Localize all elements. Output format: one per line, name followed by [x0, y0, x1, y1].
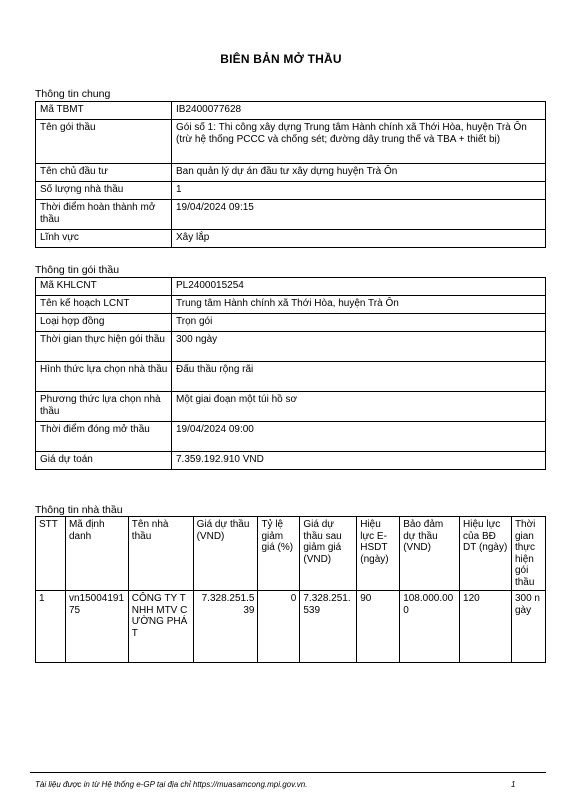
info-label: Lĩnh vực [36, 230, 172, 248]
table-row [36, 591, 546, 663]
column-header: Giá dự thầu (VND) [193, 517, 258, 591]
package-info-table [35, 277, 546, 470]
info-label: Tên chủ đầu tư [36, 164, 172, 182]
column-header: Hiệu lực của BĐ DT (ngày) [460, 517, 512, 591]
info-row [36, 296, 546, 314]
info-value: Trọn gói [172, 314, 546, 332]
info-value: Một giai đoạn một túi hồ sơ [172, 392, 546, 422]
info-row [36, 422, 546, 452]
info-row [36, 452, 546, 470]
document-title: BIÊN BẢN MỞ THẦU [220, 52, 342, 66]
info-row [36, 164, 546, 182]
column-header: Mã định danh [65, 517, 128, 591]
info-row [36, 102, 546, 120]
info-label: Thời gian thực hiện gói thầu [36, 332, 172, 362]
table-cell: 120 [460, 591, 512, 663]
table-cell: 108.000.000 [400, 591, 460, 663]
info-value: Xây lắp [172, 230, 546, 248]
info-row [36, 182, 546, 200]
column-header: STT [36, 517, 66, 591]
table-cell: 7.328.251.539 [300, 591, 357, 663]
info-row [36, 362, 546, 392]
column-header: Hiệu lực E-HSDT (ngày) [357, 517, 400, 591]
table-cell: 7.328.251.539 [193, 591, 258, 663]
info-label: Thời điểm đóng mở thầu [36, 422, 172, 452]
table-cell: CÔNG TY TNHH MTV CƯỜNG PHÁT [128, 591, 193, 663]
info-value: Ban quản lý dự án đầu tư xây dựng huyện Trà Ôn [172, 164, 546, 182]
footer-note: Tài liệu được in từ Hệ thống e-GP tại địa chỉ https://muasamcong.mpi.gov.vn. [35, 780, 308, 789]
info-label: Số lượng nhà thầu [36, 182, 172, 200]
info-row [36, 200, 546, 230]
info-row [36, 392, 546, 422]
page-number: 1 [511, 780, 516, 789]
bidder-info-table [35, 516, 546, 663]
info-value: Đấu thầu rộng rãi [172, 362, 546, 392]
info-value: 7.359.192.910 VND [172, 452, 546, 470]
info-value: Gói số 1: Thi công xây dựng Trung tâm Hành chính xã Thới Hòa, huyện Trà Ôn (trừ hệ thống PCCC và chống sét; đường dây trung thế và TBA + thiết bị) [172, 120, 546, 164]
table-cell: 300 ngày [511, 591, 545, 663]
column-header: Bảo đảm dự thầu (VND) [400, 517, 460, 591]
info-value: 19/04/2024 09:15 [172, 200, 546, 230]
column-header: Tỷ lệ giảm giá (%) [258, 517, 300, 591]
info-row [36, 332, 546, 362]
info-row [36, 230, 546, 248]
info-value: Trung tâm Hành chính xã Thới Hòa, huyện Trà Ôn [172, 296, 546, 314]
info-value: IB2400077628 [172, 102, 546, 120]
info-label: Giá dự toán [36, 452, 172, 470]
table-cell: 1 [36, 591, 66, 663]
info-row [36, 314, 546, 332]
info-value: 19/04/2024 09:00 [172, 422, 546, 452]
footer-divider [30, 772, 546, 773]
info-label: Loại hợp đồng [36, 314, 172, 332]
info-label: Thời điểm hoàn thành mở thầu [36, 200, 172, 230]
info-value: PL2400015254 [172, 278, 546, 296]
table-cell: vn1500419175 [65, 591, 128, 663]
info-value: 300 ngày [172, 332, 546, 362]
bidder-table-header [36, 517, 546, 591]
bidder-info-heading: Thông tin nhà thầu [35, 504, 123, 516]
column-header: Thời gian thực hiện gói thầu [511, 517, 545, 591]
info-label: Hình thức lựa chọn nhà thầu [36, 362, 172, 392]
package-info-heading: Thông tin gói thầu [35, 264, 120, 276]
info-label: Tên kế hoạch LCNT [36, 296, 172, 314]
info-label: Mã KHLCNT [36, 278, 172, 296]
info-value: 1 [172, 182, 546, 200]
table-cell: 90 [357, 591, 400, 663]
info-row [36, 278, 546, 296]
column-header: Giá dự thầu sau giảm giá (VND) [300, 517, 357, 591]
general-info-heading: Thông tin chung [35, 88, 111, 100]
info-label: Mã TBMT [36, 102, 172, 120]
general-info-table [35, 101, 546, 248]
info-row [36, 120, 546, 164]
column-header: Tên nhà thầu [128, 517, 193, 591]
info-label: Tên gói thầu [36, 120, 172, 164]
info-label: Phương thức lựa chọn nhà thầu [36, 392, 172, 422]
table-cell: 0 [258, 591, 300, 663]
